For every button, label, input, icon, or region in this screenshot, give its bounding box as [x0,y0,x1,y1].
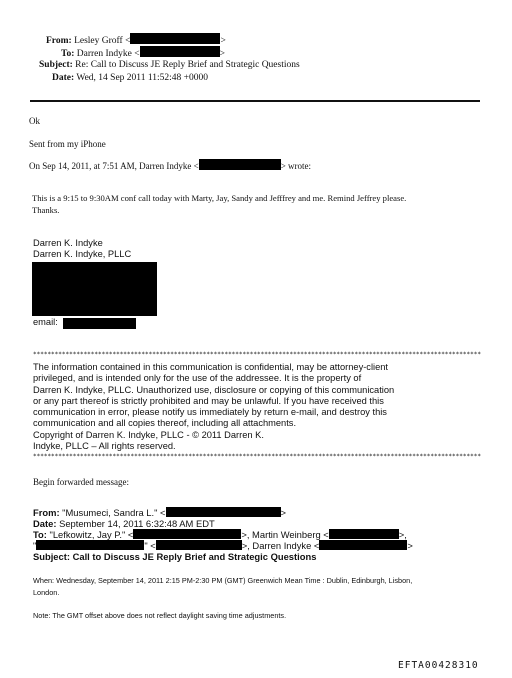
disclaimer-line: privileged, and is intended only for the use of the addressee. It is the property of [33,373,362,384]
header-subject-row [39,60,300,70]
header-from-value: Lesley Groff < [74,36,131,46]
header-from-end: > [220,36,226,46]
forwarded-subject-row [33,551,316,562]
header-from-row [46,33,226,46]
forwarded-to-line2-end: > [407,540,413,551]
redaction-box [166,507,281,517]
forwarded-to-value: "Lefkowitz, Jay P." < [49,529,134,540]
disclaimer-line: Indyke, PLLC – All rights reserved. [33,441,176,452]
header-to-label: To: [61,49,75,59]
forwarded-from-row [33,507,286,518]
header-from-label: From: [46,36,72,46]
forwarded-intro: Begin forwarded message: [33,477,129,487]
header-to-value: Darren Indyke < [76,49,140,59]
forwarded-to-row-2 [33,540,413,551]
quote-intro-end: > wrote: [280,161,312,171]
reply-line-sent: Sent from my iPhone [29,139,106,149]
document-id: EFTA00428310 [398,660,479,671]
redaction-box [140,46,220,57]
header-subject-label: Subject: [39,60,73,70]
disclaimer-line: or any part thereof is strictly prohibited and may be unlawful. If you have received this [33,395,384,406]
forwarded-date-label: Date: [33,518,57,529]
forwarded-from-label: From: [33,507,60,518]
disclaimer-line: communication in error, please notify us immediately by return e-mail, and destroy this [33,407,387,418]
disclaimer-line: Darren K. Indyke, PLLC. Unauthorized use, disclosure or copying of this communication [33,384,395,395]
forwarded-subject-label: Subject: [33,551,70,562]
forwarded-from-end: > [280,507,286,518]
quoted-message-line1: This is a 9:15 to 9:30AM conf call today with Marty, Jay, Sandy and Jefffrey and me. Remind Jeffrey please. [32,193,407,203]
forwarded-to-mid-end: >, [398,529,407,540]
disclaimer-top-stars: **************************************************************************************************************************** [33,351,481,358]
redacted-signature-block [32,262,157,316]
header-to-end: > [219,49,225,59]
signature-email-row [33,317,58,328]
redaction-box [329,529,399,539]
redaction-box [156,540,242,550]
disclaimer-line: The information contained in this communication is confidential, may be attorney-client [33,362,389,372]
forwarded-date-row [33,518,215,529]
signature-firm: Darren K. Indyke, PLLC [33,249,132,259]
reply-line-ok: Ok [29,116,40,126]
disclaimer-text [33,362,394,452]
redaction-box [130,33,220,44]
forwarded-to-line2-mid: " < [144,540,156,551]
redaction-box [319,540,407,550]
forwarded-to-row [33,529,407,540]
header-date-label: Date: [52,73,75,83]
redaction-box [36,540,144,550]
forwarded-when: When: Wednesday, September 14, 2011 2:15 PM-2:30 PM (GMT) Greenwich Mean Time : Dublin, Edinburgh, Lisbon, [33,576,413,585]
disclaimer-line: communication and all copies thereof, including all attachments. [33,418,297,429]
header-subject-value: Re: Call to Discuss JE Reply Brief and Strategic Questions [75,60,300,70]
header-to-row [61,46,225,59]
forwarded-date-value: September 14, 2011 6:32:48 AM EDT [59,518,215,529]
forwarded-to-line2-start: " [33,540,37,551]
disclaimer-line: Copyright of Darren K. Indyke, PLLC - © 2011 Darren K. [33,429,264,440]
forwarded-note: Note: The GMT offset above does not reflect daylight saving time adjustments. [33,611,287,620]
forwarded-to-line2-after: >, Darren Indyke < [241,540,320,551]
quote-intro-text: On Sep 14, 2011, at 7:51 AM, Darren Indyke < [29,161,199,171]
quote-intro [29,159,311,171]
signature-email-label: email: [33,317,58,327]
forwarded-to-mid: >, Martin Weinberg < [241,529,329,540]
forwarded-from-value: "Musumeci, Sandra L." < [62,507,166,518]
header-date-value: Wed, 14 Sep 2011 11:52:48 +0000 [76,73,208,83]
forwarded-subject-value: Call to Discuss JE Reply Brief and Strategic Questions [72,551,317,562]
forwarded-to-label: To: [33,529,47,540]
redaction-box [199,159,281,170]
quoted-message-line2: Thanks. [32,205,60,215]
header-date-row [52,73,208,83]
signature-name: Darren K. Indyke [33,238,103,248]
redaction-box [63,318,136,329]
header-divider [30,100,480,102]
redaction-box [133,529,241,539]
forwarded-when-line2: London. [33,588,60,597]
disclaimer-bottom-stars: **************************************************************************************************************************** [33,453,481,460]
